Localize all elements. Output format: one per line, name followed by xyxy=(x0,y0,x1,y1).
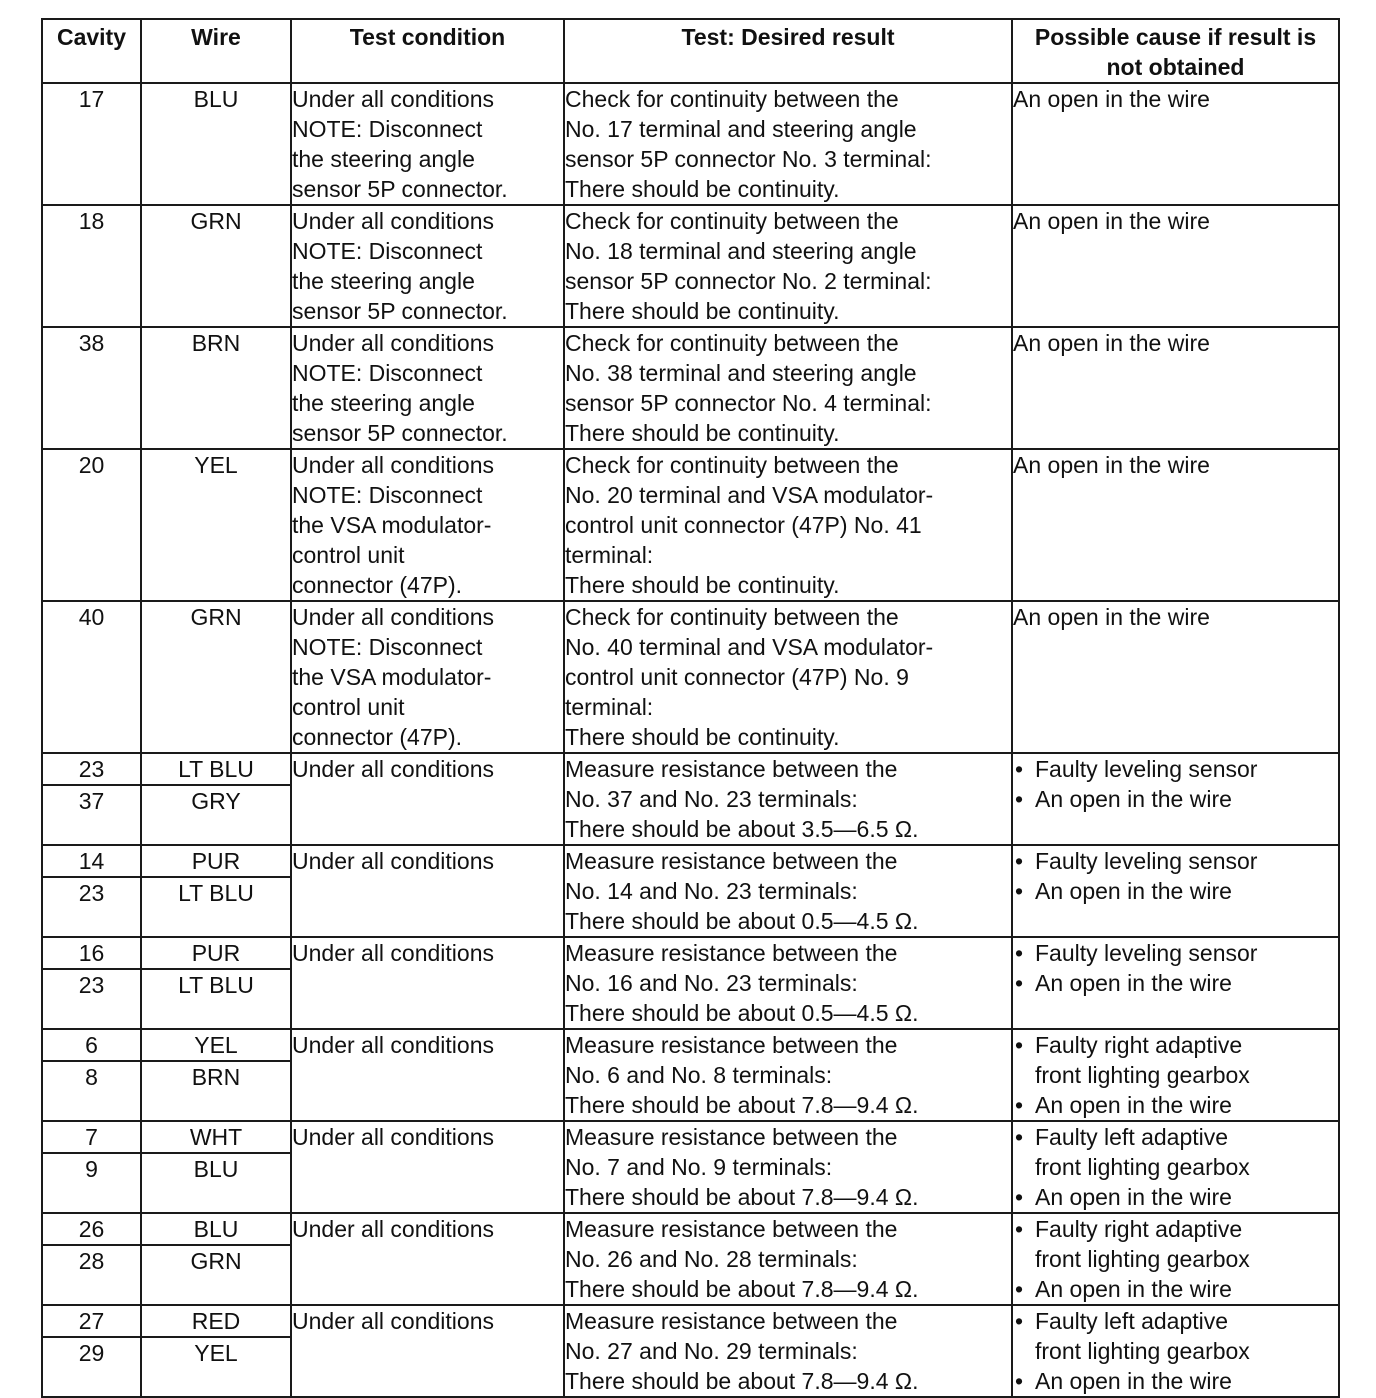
cause-cell: An open in the wire xyxy=(1012,601,1339,753)
wire-cell: BRN xyxy=(141,327,291,449)
cause-list xyxy=(1013,1030,1338,1120)
cause-item xyxy=(1013,1366,1338,1396)
bullet-icon: • xyxy=(1015,940,1024,966)
cause-text: Faulty right adaptive front lighting gearbox xyxy=(1035,1216,1250,1272)
cause-cell xyxy=(1012,937,1339,1029)
table-row xyxy=(42,205,1339,327)
cavity-cell: 17 xyxy=(42,83,141,205)
cavity-b: 23 xyxy=(78,972,105,998)
cavity-cell: 18 xyxy=(42,205,141,327)
header-wire: Wire xyxy=(141,19,291,83)
table-row-pair xyxy=(42,1305,1339,1397)
condition-cell: Under all conditions xyxy=(291,753,564,845)
wire-b: GRN xyxy=(190,1248,242,1274)
cavity-a: 14 xyxy=(43,846,140,878)
cavity-cell: 38 xyxy=(42,327,141,449)
result-cell: Measure resistance between the No. 7 and No. 9 terminals: There should be about 7.8—9.4 Ω. xyxy=(564,1121,1012,1213)
header-cavity: Cavity xyxy=(42,19,141,83)
wire-pair-cell xyxy=(141,1213,291,1305)
result-cell: Check for continuity between the No. 38 terminal and steering angle sensor 5P connector No. 4 terminal: There should be continuity. xyxy=(564,327,1012,449)
cause-item xyxy=(1013,1306,1338,1366)
condition-cell: Under all conditions NOTE: Disconnect the VSA modulator- control unit connector (47P). xyxy=(291,601,564,753)
wire-b: BLU xyxy=(193,1156,239,1182)
diagnostic-table xyxy=(41,18,1340,1398)
cause-cell xyxy=(1012,1029,1339,1121)
table-row xyxy=(42,83,1339,205)
cavity-pair-cell xyxy=(42,1305,141,1397)
condition-cell: Under all conditions NOTE: Disconnect the steering angle sensor 5P connector. xyxy=(291,327,564,449)
cavity-b: 29 xyxy=(78,1340,105,1366)
wire-a: RED xyxy=(142,1306,290,1338)
wire-pair-cell xyxy=(141,1121,291,1213)
result-cell: Measure resistance between the No. 27 and No. 29 terminals: There should be about 7.8—9.4 Ω. xyxy=(564,1305,1012,1397)
cavity-pair-cell xyxy=(42,1121,141,1213)
wire-a: YEL xyxy=(142,1030,290,1062)
cavity-b: 8 xyxy=(85,1064,98,1090)
cause-text: Faulty left adaptive front lighting gearbox xyxy=(1035,1124,1250,1180)
cavity-a: 23 xyxy=(43,754,140,786)
wire-a: BLU xyxy=(142,1214,290,1246)
header-cause: Possible cause if result is not obtained xyxy=(1012,19,1339,83)
wire-b: GRY xyxy=(191,788,241,814)
condition-cell: Under all conditions xyxy=(291,1213,564,1305)
condition-cell: Under all conditions NOTE: Disconnect the steering angle sensor 5P connector. xyxy=(291,83,564,205)
header-condition: Test condition xyxy=(291,19,564,83)
wire-a: LT BLU xyxy=(142,754,290,786)
wire-b: LT BLU xyxy=(178,880,254,906)
table-row-pair xyxy=(42,937,1339,1029)
cause-cell xyxy=(1012,1121,1339,1213)
result-cell: Measure resistance between the No. 6 and No. 8 terminals: There should be about 7.8—9.4 Ω. xyxy=(564,1029,1012,1121)
wire-a: PUR xyxy=(142,938,290,970)
cause-item xyxy=(1013,1214,1338,1274)
cause-text: Faulty leveling sensor xyxy=(1035,756,1258,782)
cause-text: Faulty left adaptive front lighting gearbox xyxy=(1035,1308,1250,1364)
bullet-icon: • xyxy=(1015,1216,1024,1242)
bullet-icon: • xyxy=(1015,1092,1024,1118)
bullet-icon: • xyxy=(1015,878,1024,904)
cause-cell: An open in the wire xyxy=(1012,449,1339,601)
cause-list xyxy=(1013,1306,1338,1396)
cause-item xyxy=(1013,784,1338,814)
bullet-icon: • xyxy=(1015,848,1024,874)
cause-cell xyxy=(1012,1213,1339,1305)
table-row-pair xyxy=(42,845,1339,937)
cause-item xyxy=(1013,1030,1338,1090)
cause-text: Faulty leveling sensor xyxy=(1035,848,1258,874)
cavity-pair-cell xyxy=(42,753,141,845)
condition-cell: Under all conditions NOTE: Disconnect the steering angle sensor 5P connector. xyxy=(291,205,564,327)
bullet-icon: • xyxy=(1015,970,1024,996)
cause-item xyxy=(1013,1182,1338,1212)
cause-cell: An open in the wire xyxy=(1012,327,1339,449)
cause-cell xyxy=(1012,753,1339,845)
wire-b: YEL xyxy=(194,1340,238,1366)
table-row xyxy=(42,449,1339,601)
wire-pair-cell xyxy=(141,937,291,1029)
condition-cell: Under all conditions xyxy=(291,1121,564,1213)
bullet-icon: • xyxy=(1015,1368,1024,1394)
bullet-icon: • xyxy=(1015,1308,1024,1334)
result-cell: Check for continuity between the No. 17 terminal and steering angle sensor 5P connector No. 3 terminal: There should be continuity. xyxy=(564,83,1012,205)
cause-cell xyxy=(1012,1305,1339,1397)
cause-item xyxy=(1013,754,1338,784)
cause-text: An open in the wire xyxy=(1035,878,1232,904)
cause-cell xyxy=(1012,845,1339,937)
header-row xyxy=(42,19,1339,83)
cause-item xyxy=(1013,968,1338,998)
cause-text: An open in the wire xyxy=(1035,1092,1232,1118)
result-cell: Check for continuity between the No. 18 terminal and steering angle sensor 5P connector No. 2 terminal: There should be continuity. xyxy=(564,205,1012,327)
cause-item xyxy=(1013,938,1338,968)
result-cell: Measure resistance between the No. 26 and No. 28 terminals: There should be about 7.8—9.4 Ω. xyxy=(564,1213,1012,1305)
cavity-a: 6 xyxy=(43,1030,140,1062)
cause-text: An open in the wire xyxy=(1035,1184,1232,1210)
wire-pair-cell xyxy=(141,1305,291,1397)
cause-list xyxy=(1013,846,1338,906)
condition-cell: Under all conditions xyxy=(291,1029,564,1121)
table-row-pair xyxy=(42,1121,1339,1213)
cause-list xyxy=(1013,754,1338,814)
cavity-pair-cell xyxy=(42,1213,141,1305)
cause-text: Faulty leveling sensor xyxy=(1035,940,1258,966)
result-cell: Measure resistance between the No. 37 and No. 23 terminals: There should be about 3.5—6.5 Ω. xyxy=(564,753,1012,845)
cavity-b: 28 xyxy=(78,1248,105,1274)
cavity-cell: 20 xyxy=(42,449,141,601)
wire-b: LT BLU xyxy=(178,972,254,998)
table-row xyxy=(42,327,1339,449)
cause-text: An open in the wire xyxy=(1035,1368,1232,1394)
condition-cell: Under all conditions xyxy=(291,937,564,1029)
condition-cell: Under all conditions xyxy=(291,1305,564,1397)
header-result: Test: Desired result xyxy=(564,19,1012,83)
table-row-pair xyxy=(42,1029,1339,1121)
table-row xyxy=(42,601,1339,753)
cause-item xyxy=(1013,846,1338,876)
wire-a: WHT xyxy=(142,1122,290,1154)
wire-b: BRN xyxy=(191,1064,241,1090)
wire-pair-cell xyxy=(141,1029,291,1121)
cause-item xyxy=(1013,1090,1338,1120)
result-cell: Measure resistance between the No. 14 and No. 23 terminals: There should be about 0.5—4.5 Ω. xyxy=(564,845,1012,937)
cause-cell: An open in the wire xyxy=(1012,83,1339,205)
wire-cell: YEL xyxy=(141,449,291,601)
cause-cell: An open in the wire xyxy=(1012,205,1339,327)
table-row-pair xyxy=(42,1213,1339,1305)
cause-list xyxy=(1013,1214,1338,1304)
cause-list xyxy=(1013,1122,1338,1212)
wire-cell: GRN xyxy=(141,205,291,327)
cavity-b: 23 xyxy=(78,880,105,906)
cause-text: An open in the wire xyxy=(1035,970,1232,996)
wire-pair-cell xyxy=(141,753,291,845)
wire-pair-cell xyxy=(141,845,291,937)
cavity-cell: 40 xyxy=(42,601,141,753)
cavity-b: 37 xyxy=(78,788,105,814)
wire-cell: GRN xyxy=(141,601,291,753)
cavity-pair-cell xyxy=(42,845,141,937)
bullet-icon: • xyxy=(1015,1276,1024,1302)
condition-cell: Under all conditions NOTE: Disconnect the VSA modulator- control unit connector (47P). xyxy=(291,449,564,601)
cavity-a: 26 xyxy=(43,1214,140,1246)
cavity-pair-cell xyxy=(42,937,141,1029)
condition-cell: Under all conditions xyxy=(291,845,564,937)
wire-a: PUR xyxy=(142,846,290,878)
result-cell: Check for continuity between the No. 40 terminal and VSA modulator- control unit connector (47P) No. 9 terminal: There should be continuity. xyxy=(564,601,1012,753)
cause-text: An open in the wire xyxy=(1035,1276,1232,1302)
bullet-icon: • xyxy=(1015,1124,1024,1150)
result-cell: Check for continuity between the No. 20 terminal and VSA modulator- control unit connector (47P) No. 41 terminal: There should be continuity. xyxy=(564,449,1012,601)
bullet-icon: • xyxy=(1015,1032,1024,1058)
cause-item xyxy=(1013,1274,1338,1304)
bullet-icon: • xyxy=(1015,1184,1024,1210)
bullet-icon: • xyxy=(1015,756,1024,782)
table-row-pair xyxy=(42,753,1339,845)
cause-text: Faulty right adaptive front lighting gearbox xyxy=(1035,1032,1250,1088)
cavity-a: 7 xyxy=(43,1122,140,1154)
cause-item xyxy=(1013,1122,1338,1182)
cause-text: An open in the wire xyxy=(1035,786,1232,812)
cause-list xyxy=(1013,938,1338,998)
cause-item xyxy=(1013,876,1338,906)
cavity-pair-cell xyxy=(42,1029,141,1121)
wire-cell: BLU xyxy=(141,83,291,205)
cavity-a: 27 xyxy=(43,1306,140,1338)
cavity-b: 9 xyxy=(85,1156,98,1182)
result-cell: Measure resistance between the No. 16 and No. 23 terminals: There should be about 0.5—4.5 Ω. xyxy=(564,937,1012,1029)
cavity-a: 16 xyxy=(43,938,140,970)
bullet-icon: • xyxy=(1015,786,1024,812)
